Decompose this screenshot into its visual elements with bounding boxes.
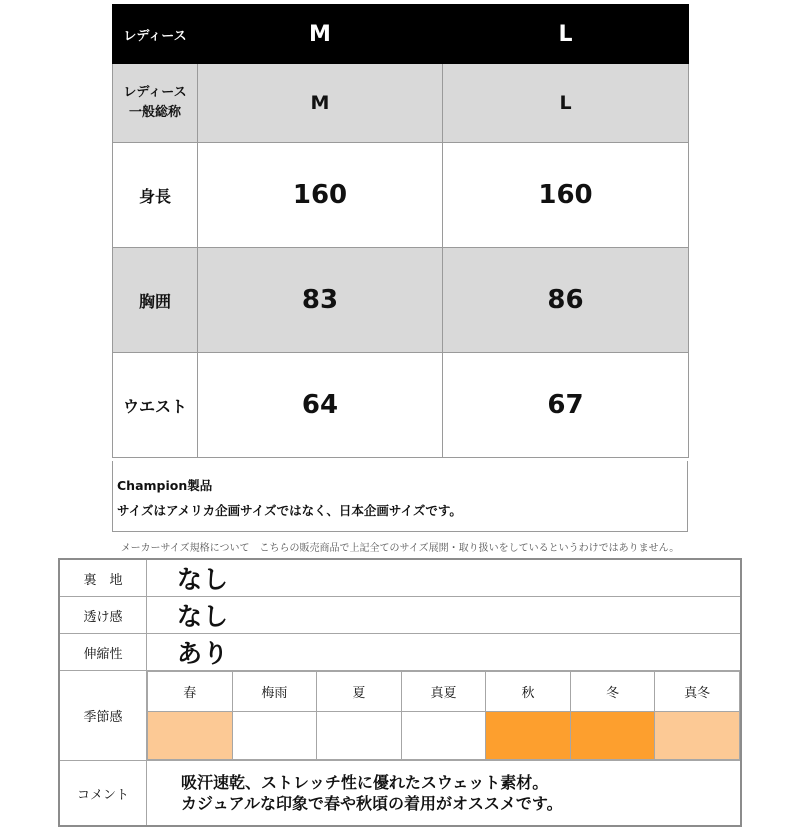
comment-row — [59, 761, 741, 827]
waist-row — [113, 353, 689, 458]
chest-label: 胸囲 — [113, 248, 198, 353]
season-mark — [317, 711, 402, 759]
season-mark — [570, 711, 655, 759]
general-size-m: M — [198, 64, 443, 143]
height-row — [113, 143, 689, 248]
comment-label: コメント — [59, 761, 147, 827]
note-size-standard: サイズはアメリカ企画サイズではなく、日本企画サイズです。 — [117, 503, 462, 518]
size-header-m: M — [198, 5, 443, 64]
season-label: 季節感 — [59, 671, 147, 761]
season-mark — [486, 711, 571, 759]
lining-row — [59, 559, 741, 597]
comment-line2: カジュアルな印象で春や秋頃の着用がオススメです。 — [181, 794, 563, 813]
general-size-label — [113, 64, 198, 143]
general-size-label-line1: レディース — [123, 85, 187, 100]
season-grid — [147, 671, 740, 760]
sheer-value: なし — [147, 597, 742, 634]
comment-value — [147, 761, 742, 827]
lining-value: なし — [147, 559, 742, 597]
season-grid-cell — [147, 671, 742, 761]
season-name: 梅雨 — [232, 672, 317, 712]
season-name: 春 — [148, 672, 233, 712]
waist-l: 67 — [443, 353, 689, 458]
chest-l: 86 — [443, 248, 689, 353]
lining-label: 裏 地 — [59, 559, 147, 597]
season-name: 冬 — [570, 672, 655, 712]
season-mark — [148, 711, 233, 759]
season-mark — [655, 711, 740, 759]
season-names-row — [148, 672, 740, 712]
size-header-row — [113, 5, 689, 64]
season-marks-row — [148, 711, 740, 759]
chest-row — [113, 248, 689, 353]
size-note — [112, 461, 688, 532]
season-mark — [401, 711, 486, 759]
general-size-label-line2: 一般総称 — [128, 105, 181, 120]
general-size-row — [113, 64, 689, 143]
season-name: 真夏 — [401, 672, 486, 712]
height-m: 160 — [198, 143, 443, 248]
properties-table — [58, 558, 742, 827]
sheer-row — [59, 597, 741, 634]
season-mark — [232, 711, 317, 759]
waist-m: 64 — [198, 353, 443, 458]
chest-m: 83 — [198, 248, 443, 353]
waist-label: ウエスト — [113, 353, 198, 458]
sheer-label: 透け感 — [59, 597, 147, 634]
size-disclaimer: メーカーサイズ規格について こちらの販売商品で上記全てのサイズ展開・取り扱いをしているというわけではありません。 — [120, 543, 680, 554]
size-header-l: L — [443, 5, 689, 64]
stretch-value: あり — [147, 634, 742, 671]
season-name: 真冬 — [655, 672, 740, 712]
general-size-l: L — [443, 64, 689, 143]
comment-line1: 吸汗速乾、ストレッチ性に優れたスウェット素材。 — [181, 773, 549, 792]
height-l: 160 — [443, 143, 689, 248]
stretch-label: 伸縮性 — [59, 634, 147, 671]
season-row — [59, 671, 741, 761]
size-header-label: レディース — [113, 5, 198, 64]
height-label: 身長 — [113, 143, 198, 248]
stretch-row — [59, 634, 741, 671]
note-brand: Champion製品 — [117, 478, 213, 493]
season-name: 夏 — [317, 672, 402, 712]
size-table — [112, 4, 689, 458]
season-name: 秋 — [486, 672, 571, 712]
